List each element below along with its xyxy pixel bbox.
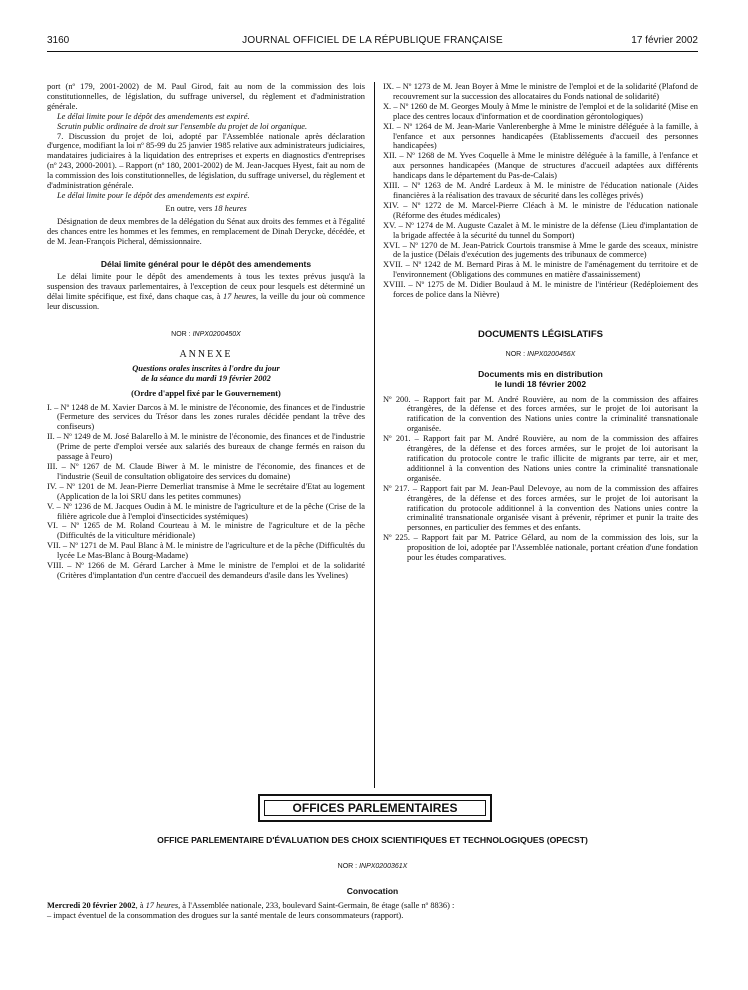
nor-reference: NOR : INPX0200450X: [171, 331, 241, 339]
convocation-agenda: – impact éventuel de la consommation des drogues sur la santé mentale de leurs consommateurs (rapport).: [47, 910, 404, 920]
en-outre-line: En outre, vers 18 heures: [165, 203, 247, 213]
section-heading: Délai limite général pour le dépôt des amendements: [100, 258, 312, 269]
question-item: XV. – Nº 1274 de M. Auguste Cazalet à M. le ministre de la défense (Lieu d'implantation de la brigade affectée à la sécurité du tunnel du Somport): [383, 220, 698, 240]
documents-list: [383, 395, 698, 563]
paragraph: port (nº 179, 2001-2002) de M. Paul Girod, fait au nom de la commission des lois constitutionnelles, de législation, du suffrage universel, du règlement et d'administration générale.: [47, 82, 365, 111]
left-column: [47, 82, 365, 581]
question-item: III. – Nº 1267 de M. Claude Biwer à M. le ministre de l'économie, des finances et de l'industrie (Seuil de consultation obligatoire des services du domaine): [47, 462, 365, 481]
document-item: Nº 225. – Rapport fait par M. Patrice Gélard, au nom de la commission des lois, sur la proposition de loi, adoptée par l'Assemblée nationale, portant création d'une fondation pour les études comparatives.: [383, 533, 698, 563]
question-item: IX. – Nº 1273 de M. Jean Boyer à Mme le ministre de l'emploi et de la solidarité (Plafond de recouvrement sur la succession des allocataires du Fonds national de solidarité): [383, 82, 698, 101]
question-item: VI. – Nº 1265 de M. Roland Courteau à M. le ministre de l'agriculture et de la pêche (Difficultés de la viticulture méridionale): [47, 521, 365, 541]
question-item: VII. – Nº 1271 de M. Paul Blanc à M. le ministre de l'agriculture et de la pêche (Difficultés du lycée Le Mas-Blanc à Bourg-Madame): [47, 541, 365, 561]
distribution-title: Documents mis en distribution: [478, 368, 603, 379]
questions-list-continued: [383, 82, 698, 300]
paragraph-italic: Le délai limite pour le dépôt des amendements est expiré.: [57, 190, 250, 200]
question-item: XVII. – Nº 1242 de M. Bernard Piras à M. le ministre de l'aménagement du territoire et de l'environnement (Obligations des communes en matière d'assainissement): [383, 260, 698, 280]
question-item: X. – Nº 1260 de M. Georges Mouly à Mme le ministre de l'emploi et de la solidarité (Mise en place des centres locaux d'information et de coordination gérontologiques): [383, 101, 698, 121]
annexe-title: ANNEXE: [179, 348, 233, 360]
question-item: XVI. – Nº 1270 de M. Jean-Patrick Courtois transmise à Mme le garde des sceaux, ministre de la justice (Délais d'exécution des jugements des tribunaux de commerce): [383, 240, 698, 260]
question-item: II. – Nº 1249 de M. José Balarello à M. le ministre de l'économie, des finances et de l'industrie (Prime de perte d'emploi versée aux salariés des bureaux de change fermés en raison du passage à l'euro): [47, 432, 365, 462]
paragraph-italic: Le délai limite pour le dépôt des amendements est expiré.: [57, 111, 250, 121]
distribution-date: le lundi 18 février 2002: [494, 378, 587, 389]
page-header: [47, 35, 698, 51]
document-item: Nº 201. – Rapport fait par M. André Rouvière, au nom de la commission des affaires étrangères, de la défense et des forces armées, sur le projet de loi autorisant la ratification du protocole contre le trafic illicite de migrants par terre, air et mer, additionnel à la convention des Nations unies contre la criminalité transnationale organisée.: [383, 434, 698, 483]
convocation-heading: Convocation: [346, 885, 399, 896]
document-item: Nº 200. – Rapport fait par M. André Rouvière, au nom de la commission des affaires étrangères, de la défense et des forces armées, sur le projet de loi autorisant la ratification de la convention des Nations unies contre la criminalité transnationale organisée.: [383, 394, 698, 434]
opecst-title: OFFICE PARLEMENTAIRE D'ÉVALUATION DES CHOIX SCIENTIFIQUES ET TECHNOLOGIQUES (OPECST): [157, 835, 588, 845]
question-item: XIV. – Nº 1272 de M. Marcel-Pierre Cléach à M. le ministre de l'éducation nationale (Réforme des études médicales): [383, 200, 698, 220]
question-item: I. – Nº 1248 de M. Xavier Darcos à M. le ministre de l'économie, des finances et de l'industrie (Fermeture des services du Trésor dans les zones rurales décidée pendant la trêve des confiseurs): [47, 402, 365, 432]
document-item: Nº 217. – Rapport fait par M. Jean-Paul Delevoye, au nom de la commission des affaires étrangères, de la défense et des forces armées, sur le projet de loi autorisant la ratification du protocole additionnel à la convention des Nations unies contre la criminalité transnationale organisée visant à prévenir, réprimer et punir la traite des personnes, en particulier des femmes et des enfants.: [383, 483, 698, 533]
paragraph: Le délai limite pour le dépôt des amendements à tous les textes prévus jusqu'à la suspension des travaux parlementaires, à l'exception de ceux pour lesquels est déterminé un délai limite spécifique, est fixé, dans chaque cas, à 17 heures, la veille du jour où commence leur discussion.: [47, 272, 365, 312]
questions-list: [47, 403, 365, 581]
offices-banner: [258, 794, 492, 822]
paragraph: 7. Discussion du projet de loi, adopté par l'Assemblée nationale après déclaration d'urgence, modifiant la loi nº 85-99 du 25 janvier 1985 relative aux administrateurs judiciaires, mandataires judiciaires à la liquidation des entreprises et experts en diagnostics d'entreprises (nº 243, 2000-2001). – Rapport (nº 180, 2001-2002) de M. Jean-Jacques Hyest, fait au nom de la commission des lois constitutionnelles, de législation, du suffrage universel, du règlement et d'administration générale.: [47, 131, 365, 191]
question-item: XI. – Nº 1264 de M. Jean-Marie Vanlerenberghe à Mme le ministre déléguée à la famille, à l'enfance et aux personnes handicapées (Etablissements d'accueil des personnes handicapées): [383, 121, 698, 151]
questions-subtitle: de la séance du mardi 19 février 2002: [141, 373, 271, 383]
nor-reference: NOR : INPX0200361X: [337, 862, 408, 870]
column-divider: [374, 82, 375, 788]
page-number: 3160: [47, 35, 70, 46]
questions-title: Questions orales inscrites à l'ordre du jour: [132, 363, 280, 373]
right-column: [383, 82, 698, 563]
journal-title: JOURNAL OFFICIEL DE LA RÉPUBLIQUE FRANÇAISE: [242, 35, 503, 46]
paragraph-italic: Scrutin public ordinaire de droit sur l'ensemble du projet de loi organique.: [57, 121, 308, 131]
question-item: IV. – Nº 1201 de M. Jean-Pierre Demerliat transmise à Mme le secrétaire d'Etat au logement (Application de la loi SRU dans les petites communes): [47, 481, 365, 501]
question-item: V. – Nº 1236 de M. Jacques Oudin à M. le ministre de l'agriculture et de la pêche (Crise de la filière agricole due à l'emploi d'insecticides systémiques): [47, 501, 365, 521]
question-item: VIII. – Nº 1266 de M. Gérard Larcher à Mme le ministre de l'emploi et de la solidarité (Critères d'implantation d'un centre d'accueil des demandeurs d'asile dans les Yvelines): [47, 561, 365, 580]
nor-reference: NOR : INPX0200456X: [505, 350, 576, 358]
header-rule: [47, 51, 698, 52]
question-item: XIII. – Nº 1263 de M. André Lardeux à M. le ministre de l'éducation nationale (Aides financières à la réalisation des travaux de sécurité dans les collèges privés): [383, 181, 698, 200]
order-note: (Ordre d'appel fixé par le Gouvernement): [131, 388, 281, 398]
issue-date: 17 février 2002: [631, 35, 698, 46]
documents-heading: DOCUMENTS LÉGISLATIFS: [478, 328, 603, 340]
offices-banner-title: OFFICES PARLEMENTAIRES: [264, 800, 486, 816]
question-item: XVIII. – Nº 1275 de M. Didier Boulaud à M. le ministre de l'intérieur (Redéploiement des forces de police dans la Nièvre): [383, 280, 698, 300]
convocation-line: Mercredi 20 février 2002, à 17 heures, à l'Assemblée nationale, 233, boulevard Saint-Germain, 8e étage (salle nº 8836) :: [47, 900, 455, 910]
question-item: XII. – Nº 1268 de M. Yves Coquelle à Mme le ministre déléguée à la famille, à l'enfance et aux personnes handicapées (Manque de structures d'accueil adaptées aux différents handicaps dans le département du Pas-de-Calais): [383, 151, 698, 181]
offices-section: [47, 836, 698, 921]
paragraph: Désignation de deux membres de la délégation du Sénat aux droits des femmes et à l'égalité des chances entre les hommes et les femmes, en remplacement de Dinah Derycke, décédée, et de M. Jean-François Picheral, démissionnaire.: [47, 216, 365, 246]
